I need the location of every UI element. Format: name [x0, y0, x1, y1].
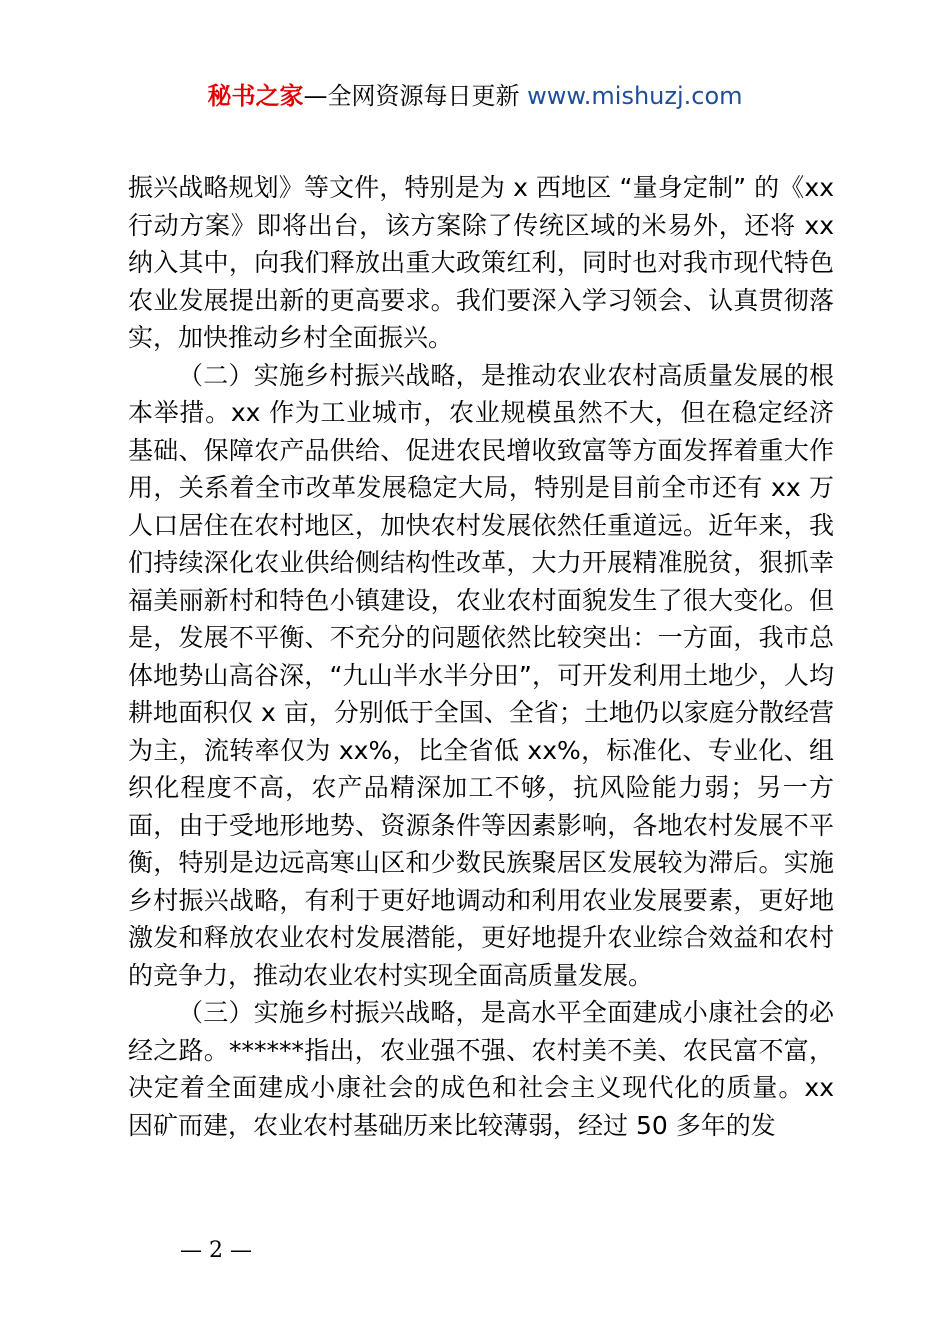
page-header	[0, 80, 950, 112]
paragraph-section-3: （三）实施乡村振兴战略，是高水平全面建成小康社会的必经之路。******指出，农业强不强、农村美不美、农民富不富，决定着全面建成小康社会的成色和社会主义现代化的质量。xx 因矿而建，农业农村基础历来比较薄弱，经过 50 多年的发	[128, 998, 834, 1140]
paragraph-continued: 振兴战略规划》等文件，特别是为 x 西地区 “量身定制” 的《xx 行动方案》即将出台，该方案除了传统区域的米易外，还将 xx 纳入其中，向我们释放出重大政策红利，同时也对我市现代特色农业发展提出新的更高要求。我们要深入学习领会、认真贯彻落实，加快推动乡村全面振兴。	[128, 173, 834, 352]
brand-name: 秘书之家	[207, 82, 304, 110]
paragraph-section-2: （二）实施乡村振兴战略，是推动农业农村高质量发展的根本举措。xx 作为工业城市，农业规模虽然不大，但在稳定经济基础、保障农产品供给、促进农民增收致富等方面发挥着重大作用，关系着全市改革发展稳定大局，特别是目前全市还有 xx 万人口居住在农村地区，加快农村发展依然任重道远。近年来，我们持续深化农业供给侧结构性改革，大力开展精准脱贫，狠抓幸福美丽新村和特色小镇建设，农业农村面貌发生了很大变化。但是，发展不平衡、不充分的问题依然比较突出：一方面，我市总体地势山高谷深，“九山半水半分田”，可开发利用土地少，人均耕地面积仅 x 亩，分别低于全国、全省；土地仍以家庭分散经营为主，流转率仅为 xx%，比全省低 xx%，标准化、专业化、组织化程度不高，农产品精深加工不够，抗风险能力弱；另一方面，由于受地形地势、资源条件等因素影响，各地农村发展不平衡，特别是边远高寒山区和少数民族聚居区发展较为滞后。实施乡村振兴战略，有利于更好地调动和利用农业发展要素，更好地激发和释放农业农村发展潜能，更好地提升农业综合效益和农村的竞争力，推动农业农村实现全面高质量发展。	[128, 360, 834, 990]
header-slogan: —全网资源每日更新	[303, 82, 528, 110]
document-body	[128, 169, 834, 1144]
website-link[interactable]: www.mishuzj.com	[527, 82, 743, 110]
page-number: — 2 —	[180, 1238, 252, 1263]
